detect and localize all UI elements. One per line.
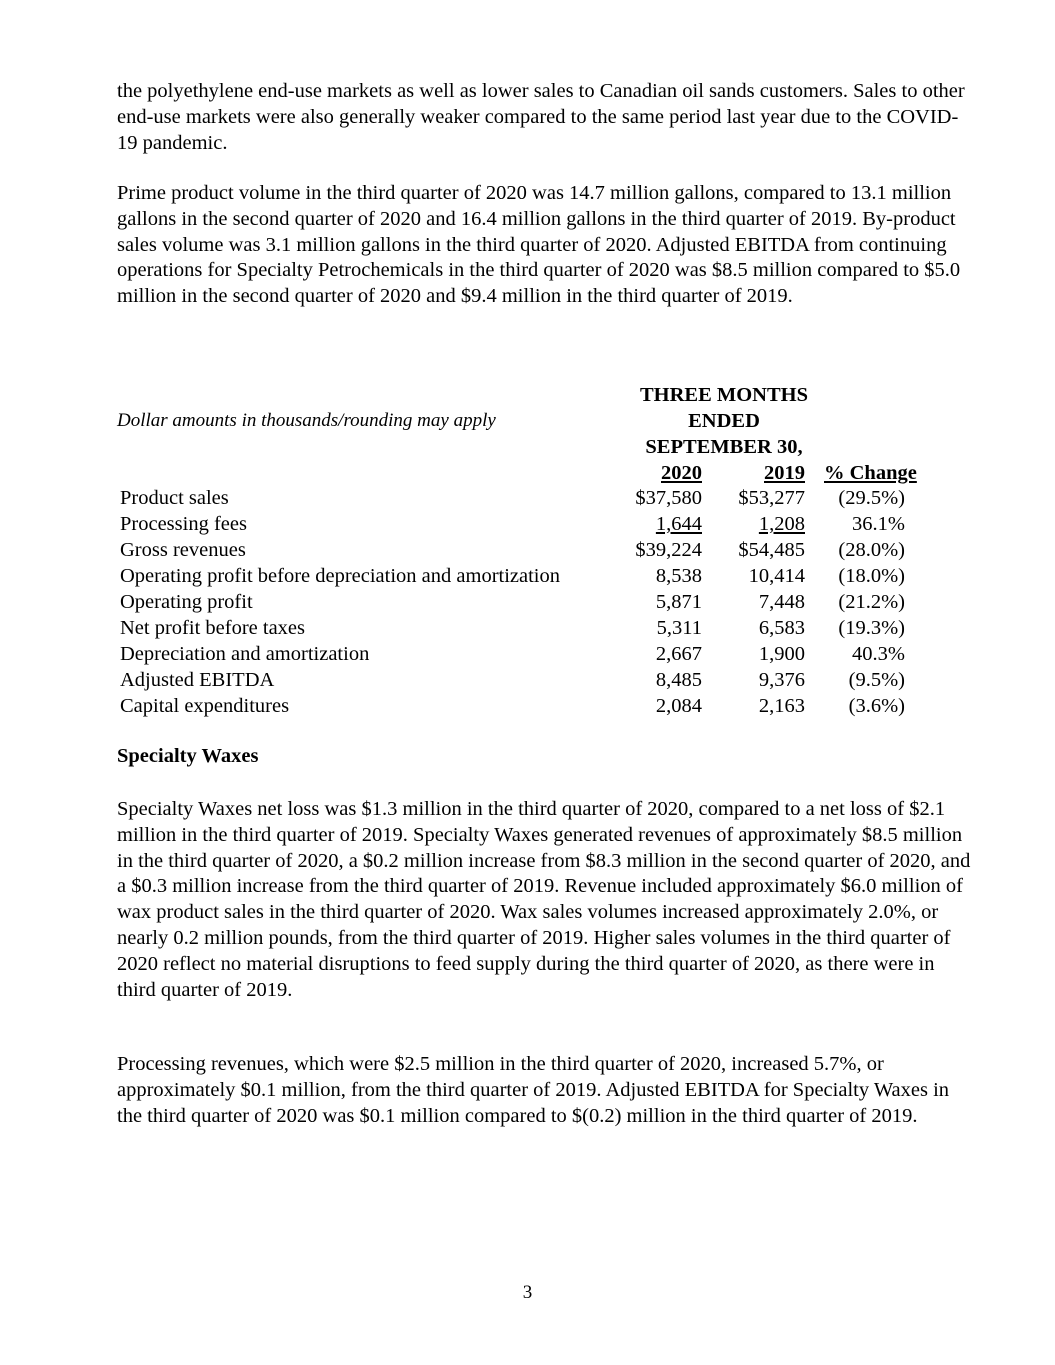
- value-2019: 6,583: [758, 617, 805, 639]
- value-change: (3.6%): [848, 695, 905, 717]
- value-2020: $39,224: [635, 539, 702, 561]
- value-2020: 8,538: [655, 565, 702, 587]
- value-2019: 10,414: [748, 565, 805, 587]
- value-change: 36.1%: [852, 513, 905, 535]
- value-2019: 7,448: [758, 591, 805, 613]
- value-2019: 9,376: [758, 669, 805, 691]
- value-change: (9.5%): [848, 669, 905, 691]
- value-2019: 1,900: [758, 643, 805, 665]
- row-label: Operating profit: [120, 591, 253, 613]
- intro-paragraph: the polyethylene end-use markets as well as lower sales to Canadian oil sands customers. Sales to other end-use markets were also generally weaker compared to the same period last year due to the COVID-19 pandemic.: [117, 80, 965, 154]
- period-line-1: THREE MONTHS: [639, 384, 808, 406]
- value-2019: 2,163: [758, 695, 805, 717]
- table-note: Dollar amounts in thousands/rounding may apply: [117, 410, 496, 431]
- table-row: [117, 590, 957, 616]
- row-label: Gross revenues: [120, 539, 246, 561]
- row-label: Product sales: [120, 487, 229, 509]
- value-2020: 5,311: [656, 617, 702, 639]
- period-header: [619, 382, 829, 460]
- waxes-net-loss-paragraph: Specialty Waxes net loss was $1.3 million in the third quarter of 2020, compared to a net loss of $2.1 million in the third quarter of 2019. Specialty Waxes generated revenues of approximately $8.5 million in the third quarter of 2020, a $0.2 million increase from $8.3 million in the second quarter of 2020, and a $0.3 million increase from the third quarter of 2019. Revenue included approximately $6.0 million of wax product sales in the third quarter of 2020. Wax sales volumes increased approximately 2.0%, or nearly 0.2 million pounds, from the third quarter of 2019. Higher sales volumes in the third quarter of 2020 reflect no material disruptions to feed supply during the third quarter of 2020, as there were in third quarter of 2019.: [117, 798, 971, 1001]
- value-2020: 5,871: [655, 591, 702, 613]
- table-row: [117, 486, 957, 512]
- table-row: [117, 694, 957, 720]
- value-2020: 2,667: [655, 643, 702, 665]
- row-label: Processing fees: [120, 513, 247, 535]
- value-2020: 8,485: [655, 669, 702, 691]
- row-label: Capital expenditures: [120, 695, 290, 717]
- row-label: Depreciation and amortization: [120, 643, 370, 665]
- table-row: [117, 616, 957, 642]
- table-row: [117, 564, 957, 590]
- value-change: (18.0%): [838, 565, 905, 587]
- processing-revenues-paragraph: Processing revenues, which were $2.5 million in the third quarter of 2020, increased 5.7%, or approximately $0.1 million, from the third quarter of 2019. Adjusted EBITDA for Specialty Waxes in the third quarter of 2020 was $0.1 million compared to $(0.2) million in the third quarter of 2019.: [117, 1053, 950, 1127]
- value-2020: 2,084: [655, 695, 702, 717]
- value-change: 40.3%: [852, 643, 905, 665]
- value-change: (28.0%): [838, 539, 905, 561]
- table-row: [117, 668, 957, 694]
- value-change: (29.5%): [838, 487, 905, 509]
- value-change: (21.2%): [838, 591, 905, 613]
- row-label: Net profit before taxes: [120, 617, 305, 639]
- table-row: [117, 512, 957, 538]
- value-change: (19.3%): [838, 617, 905, 639]
- value-2019: 1,208: [758, 513, 805, 535]
- period-line-2: ENDED: [688, 410, 760, 432]
- column-header-2019: 2019: [764, 462, 805, 484]
- page-number: 3: [522, 1282, 533, 1303]
- table-row: [117, 538, 957, 564]
- prime-product-paragraph: Prime product volume in the third quarter of 2020 was 14.7 million gallons, compared to 13.1 million gallons in the second quarter of 2020 and 16.4 million gallons in the third quarter of 2019. By-product sales volume was 3.1 million gallons in the third quarter of 2020. Adjusted EBITDA from continuing operations for Specialty Petrochemicals in the third quarter of 2020 was $8.5 million compared to $5.0 million in the second quarter of 2020 and $9.4 million in the third quarter of 2019.: [117, 182, 961, 308]
- row-label: Operating profit before depreciation and amortization: [120, 565, 560, 587]
- column-header-change: % Change: [824, 462, 917, 484]
- column-header-2020: 2020: [661, 462, 702, 484]
- value-2020: 1,644: [655, 513, 702, 535]
- row-label: Adjusted EBITDA: [120, 669, 275, 691]
- value-2019: $53,277: [738, 487, 805, 509]
- value-2019: $54,485: [738, 539, 805, 561]
- value-2020: $37,580: [635, 487, 702, 509]
- table-row: [117, 642, 957, 668]
- section-heading: Specialty Waxes: [117, 745, 259, 767]
- period-line-3: SEPTEMBER 30,: [645, 436, 803, 458]
